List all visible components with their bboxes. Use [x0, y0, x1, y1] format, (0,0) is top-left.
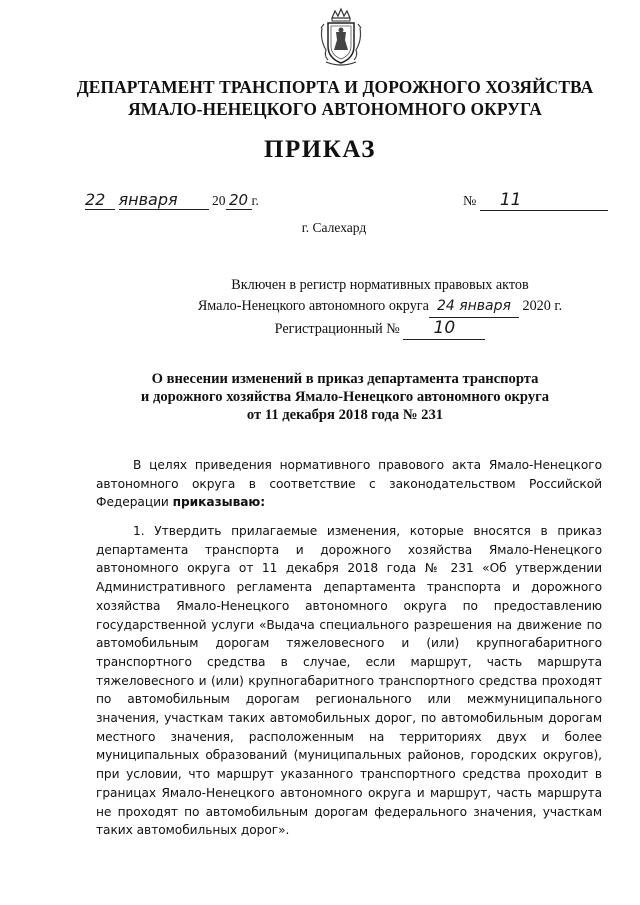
- order-date-year-abbr: г.: [251, 193, 259, 208]
- registry-block: [170, 275, 590, 340]
- order-date: [85, 190, 259, 212]
- preamble-directive: приказываю:: [172, 495, 266, 510]
- document-subject: [120, 370, 570, 424]
- coat-of-arms-icon: [318, 6, 364, 68]
- registry-line1: Включен в регистр нормативных правовых актов: [231, 277, 529, 293]
- department-name-line2: ЯМАЛО-НЕНЕЦКОГО АВТОНОМНОГО ОКРУГА: [128, 99, 542, 119]
- department-name: [60, 76, 610, 120]
- order-date-year-prefix: 20: [212, 193, 226, 208]
- subject-line3: от 11 декабря 2018 года № 231: [246, 407, 444, 423]
- department-name-line1: ДЕПАРТАМЕНТ ТРАНСПОРТА И ДОРОЖНОГО ХОЗЯЙСТВА: [76, 77, 594, 97]
- order-date-day: 22: [85, 190, 115, 210]
- registry-line2: [170, 296, 590, 318]
- clause-1-paragraph: [96, 522, 602, 840]
- preamble-text: В целях приведения нормативного правового акта Ямало-Ненецкого автономного округа в соответствие с законодательством Российской Федерации: [96, 458, 602, 510]
- clause-1-text: 1. Утвердить прилагаемые изменения, которые вносятся в приказ департамента транспорта и дорожного хозяйства Ямало-Ненецкого автономного округа от 11 декабря 2018 года № 231 «Об утверждении Административного регламента департамента транспорта и дорожного хозяйства Ямало-Ненецкого автономного округа по предоставлению государственной услуги «Выдача специального разрешения на движение по автомобильным дорогам тяжеловесного и (или) крупногабаритного транспортного средства в случае, если маршрут, часть маршрута тяжеловесного и (или) крупногабаритного транспортного средства проходят по автомобильным дорогам регионального или межмуниципального значения, участкам таких автомобильных дорог, по автомобильным дорогам местного значения, расположенным на территориях двух и более муниципальных образований (муниципальных районов, городских округов), при условии, что маршрут указанного транспортного средства проходит в границах Ямало-Ненецкого автономного округа и маршрут, часть маршрута не проходят по автомобильным дорогам федерального значения, участкам таких автомобильных дорог».: [96, 524, 602, 838]
- registry-number-label: Регистрационный №: [274, 321, 400, 337]
- order-date-month: января: [119, 190, 209, 210]
- subject-line1: О внесении изменений в приказ департамента транспорта: [151, 371, 539, 387]
- registry-line2-prefix: Ямало-Ненецкого автономного округа: [197, 298, 429, 314]
- order-date-year-suffix: 20: [226, 191, 252, 210]
- preamble-paragraph: [96, 456, 602, 512]
- document-title: ПРИКАЗ: [264, 136, 376, 163]
- registry-date: 24 января: [429, 296, 519, 318]
- city-name: г. Салехард: [301, 220, 367, 235]
- registry-line2-suffix: 2020 г.: [522, 298, 563, 314]
- order-number: [463, 190, 608, 211]
- order-number-value: 11: [480, 190, 608, 211]
- order-number-sign: №: [463, 194, 477, 209]
- registry-number: 10: [403, 318, 485, 340]
- registry-line3: [170, 318, 590, 340]
- subject-line2: и дорожного хозяйства Ямало-Ненецкого автономного округа: [140, 389, 550, 405]
